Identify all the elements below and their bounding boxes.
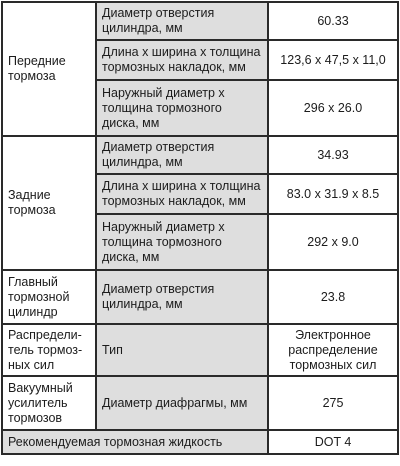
param-cell: Наружный диаметр х толщина тормозного диска, мм xyxy=(96,80,268,136)
value-cell: 83.0 х 31.9 х 8.5 xyxy=(268,174,398,214)
value-cell: 296 х 26.0 xyxy=(268,80,398,136)
table-row xyxy=(2,136,398,174)
param-cell: Диаметр отверстия цилиндра, мм xyxy=(96,2,268,40)
group-vacuum-booster: Вакуумный усилитель тормозов xyxy=(2,376,96,430)
param-cell: Длина х ширина х толщина тормозных накладок, мм xyxy=(96,174,268,214)
fluid-value: DOT 4 xyxy=(268,430,398,454)
group-brake-distributor: Распредели-тель тормоз-ных сил xyxy=(2,324,96,376)
value-cell: Электронное распределение тормозных сил xyxy=(268,324,398,376)
value-cell: 275 xyxy=(268,376,398,430)
param-cell: Диаметр отверстия цилиндра, мм xyxy=(96,270,268,324)
param-cell: Тип xyxy=(96,324,268,376)
group-rear-brakes: Задние тормоза xyxy=(2,136,96,270)
fluid-label: Рекомендуемая тормозная жидкость xyxy=(2,430,268,454)
value-cell: 23.8 xyxy=(268,270,398,324)
table-row xyxy=(2,270,398,324)
table-row xyxy=(2,376,398,430)
param-cell: Наружный диаметр х толщина тормозного диска, мм xyxy=(96,214,268,270)
table-row xyxy=(2,324,398,376)
value-cell: 292 х 9.0 xyxy=(268,214,398,270)
value-cell: 34.93 xyxy=(268,136,398,174)
param-cell: Диаметр диафрагмы, мм xyxy=(96,376,268,430)
value-cell: 60.33 xyxy=(268,2,398,40)
value-cell: 123,6 х 47,5 х 11,0 xyxy=(268,40,398,80)
param-cell: Диаметр отверстия цилиндра, мм xyxy=(96,136,268,174)
group-front-brakes: Передние тормоза xyxy=(2,2,96,136)
param-cell: Длина х ширина х толщина тормозных накладок, мм xyxy=(96,40,268,80)
brake-specs-table xyxy=(1,1,399,455)
table-row xyxy=(2,2,398,40)
group-master-cylinder: Главный тормозной цилиндр xyxy=(2,270,96,324)
table-row xyxy=(2,430,398,454)
